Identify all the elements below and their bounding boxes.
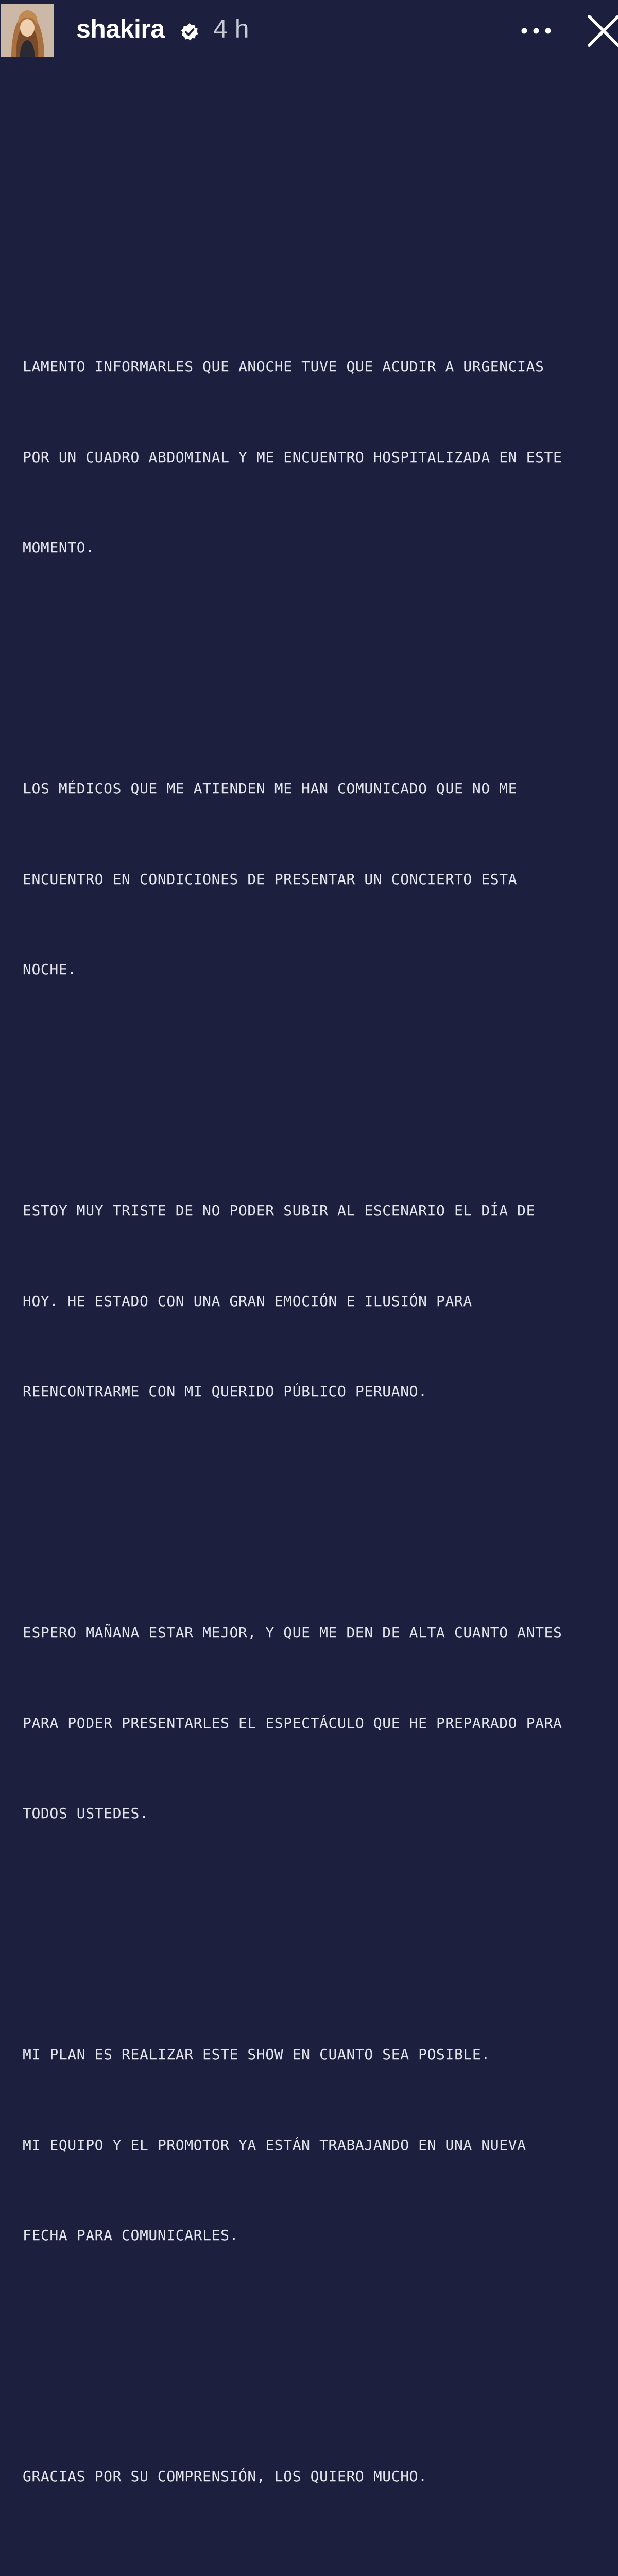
verified-badge-icon bbox=[180, 23, 199, 41]
text-line: REENCONTRARME CON MI QUERIDO PÚBLICO PERUANO. bbox=[23, 1383, 427, 1400]
paragraph bbox=[23, 714, 615, 1045]
text-line: GRACIAS POR SU COMPRENSIÓN, LOS QUIERO MUCHO. bbox=[23, 2468, 427, 2485]
text-line: LOS MÉDICOS QUE ME ATIENDEN ME HAN COMUNICADO QUE NO ME bbox=[23, 780, 518, 797]
text-line: PARA PODER PRESENTARLES EL ESPECTÁCULO QUE HE PREPARADO PARA bbox=[23, 1714, 562, 1732]
text-line: ENCUENTRO EN CONDICIONES DE PRESENTAR UN CONCIERTO ESTA bbox=[23, 870, 518, 888]
text-line: MOMENTO. bbox=[23, 539, 95, 556]
close-icon[interactable] bbox=[585, 12, 618, 49]
avatar-image bbox=[1, 4, 54, 57]
text-line: ESPERO MAÑANA ESTAR MEJOR, Y QUE ME DEN DE ALTA CUANTO ANTES bbox=[23, 1624, 562, 1641]
paragraph bbox=[23, 2401, 615, 2552]
text-line: HOY. HE ESTADO CON UNA GRAN EMOCIÓN E ILUSIÓN PARA bbox=[23, 1292, 472, 1310]
username[interactable]: shakira bbox=[76, 14, 165, 43]
paragraph bbox=[23, 1557, 615, 1889]
story-header bbox=[0, 0, 618, 62]
text-line: MI EQUIPO Y EL PROMOTOR YA ESTÁN TRABAJANDO EN UNA NUEVA bbox=[23, 2136, 526, 2154]
text-line: TODOS USTEDES. bbox=[23, 1805, 149, 1822]
text-line: LAMENTO INFORMARLES QUE ANOCHE TUVE QUE ACUDIR A URGENCIAS bbox=[23, 358, 544, 375]
text-line: MI PLAN ES REALIZAR ESTE SHOW EN CUANTO SEA POSIBLE. bbox=[23, 2046, 490, 2063]
text-line: NOCHE. bbox=[23, 961, 77, 978]
story-message bbox=[23, 231, 615, 2576]
paragraph bbox=[23, 1979, 615, 2311]
text-line: ESTOY MUY TRISTE DE NO PODER SUBIR AL ESCENARIO EL DÍA DE bbox=[23, 1202, 536, 1219]
post-time: 4 h bbox=[213, 14, 249, 43]
more-horizontal-icon[interactable] bbox=[519, 21, 553, 41]
paragraph bbox=[23, 292, 615, 623]
paragraph bbox=[23, 1136, 615, 1467]
text-line: POR UN CUADRO ABDOMINAL Y ME ENCUENTRO HOSPITALIZADA EN ESTE bbox=[23, 448, 562, 466]
avatar[interactable] bbox=[1, 4, 54, 57]
text-line: FECHA PARA COMUNICARLES. bbox=[23, 2227, 238, 2244]
